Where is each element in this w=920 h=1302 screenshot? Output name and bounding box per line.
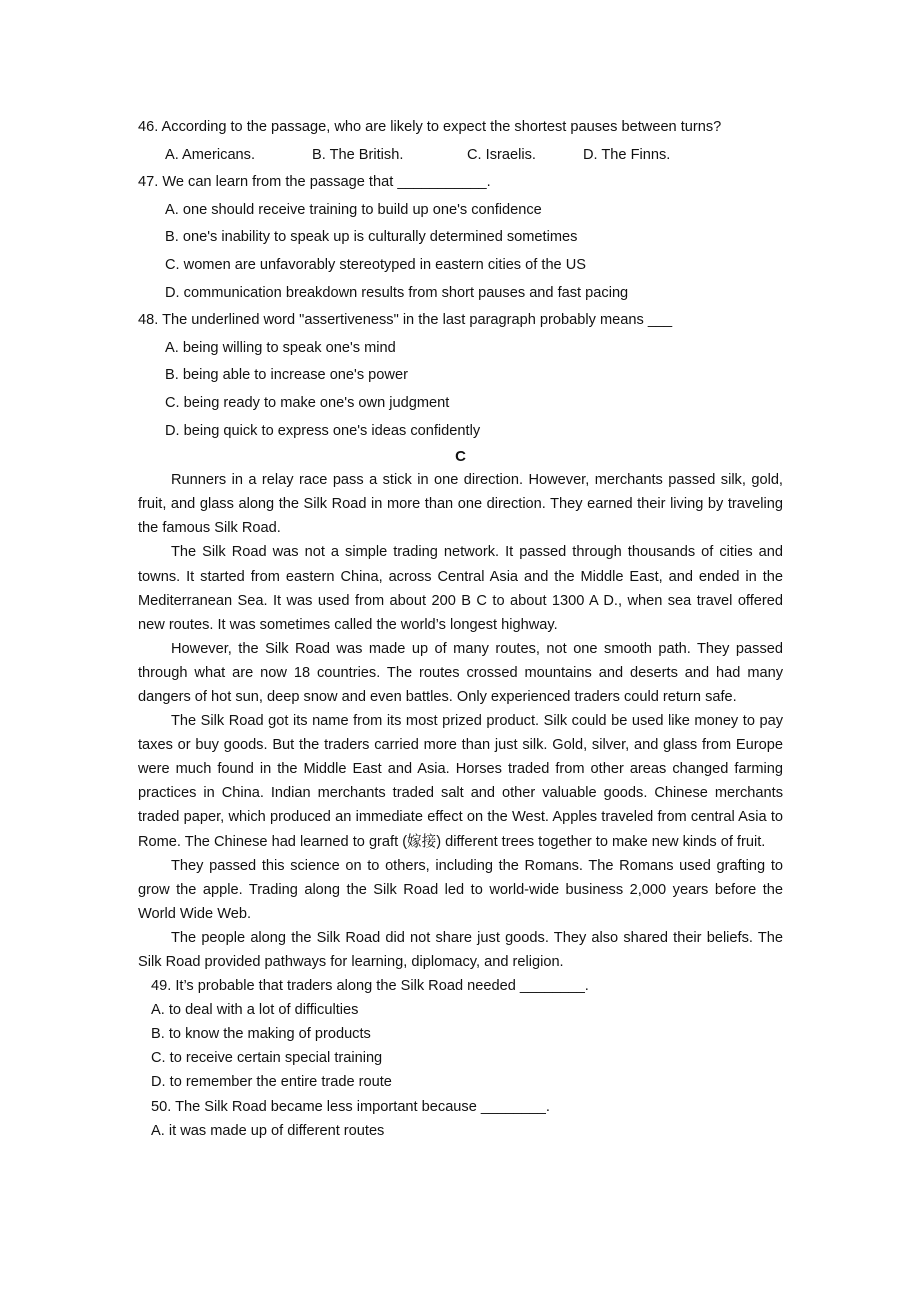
question-46-option-c: C. Israelis.: [467, 146, 536, 163]
question-47-prompt: 47. We can learn from the passage that ___________.: [138, 174, 491, 191]
question-47-option-a: A. one should receive training to build up one's confidence: [165, 201, 542, 218]
question-46-options-row: [138, 142, 783, 170]
question-46-option-d: D. The Finns.: [583, 146, 671, 163]
question-49-option-b: B. to know the making of products: [151, 1026, 371, 1043]
question-48-option-d: D. being quick to express one's ideas confidently: [165, 422, 481, 439]
question-49-option-d: D. to remember the entire trade route: [151, 1074, 392, 1091]
question-48-prompt: 48. The underlined word "assertiveness" in the last paragraph probably means ___: [138, 312, 673, 329]
question-48-option-b: B. being able to increase one's power: [165, 367, 408, 384]
question-47-option-c: C. women are unfavorably stereotyped in eastern cities of the US: [165, 256, 587, 273]
question-50-option-a: A. it was made up of different routes: [151, 1122, 385, 1139]
question-46-option-a: A. Americans.: [165, 146, 256, 163]
passage-paragraph-2: The Silk Road was not a simple trading network. It passed through thousands of cities and towns. It started from eastern China, across Central Asia and the Middle East, and ended in the Mediterranean Sea. It was used from about 200 B C to about 1300 A D., when sea travel offered new routes. It was sometimes called the world’s longest highway.: [138, 544, 783, 633]
question-46-option-b: B. The British.: [312, 146, 404, 163]
question-46-prompt: 46. According to the passage, who are likely to expect the shortest pauses between turns?: [138, 119, 722, 135]
silk-road-passage: [138, 468, 783, 974]
questions-49-50-block: [138, 974, 783, 1143]
question-47-option-d: D. communication breakdown results from short pauses and fast pacing: [165, 284, 629, 301]
question-50-prompt: 50. The Silk Road became less important because ________.: [151, 1098, 550, 1115]
passage-paragraph-5: They passed this science on to others, including the Romans. The Romans used grafting to grow the apple. Trading along the Silk Road led to world-wide business 2,000 years before the World Wide Web.: [138, 857, 783, 922]
passage-paragraph-4: The Silk Road got its name from its most prized product. Silk could be used like money to pay taxes or buy goods. But the traders carried more than just silk. Gold, silver, and glass from Europe were much found in the Middle East and Asia. Horses traded from other areas changed farming practices in China. Indian merchants traded salt and other valuable goods. Chinese merchants traded paper, which produced an immediate effect on the West. Apples traveled from central Asia to Rome. The Chinese had learned to graft (嫁接) different trees together to make new kinds of fruit.: [138, 713, 783, 850]
question-49-option-c: C. to receive certain special training: [151, 1050, 383, 1067]
question-49-option-a: A. to deal with a lot of difficulties: [151, 1002, 359, 1019]
passage-paragraph-1: Runners in a relay race pass a stick in one direction. However, merchants passed silk, gold, fruit, and glass along the Silk Road in more than one direction. They earned their living by traveling the famous Silk Road.: [138, 472, 783, 537]
questions-46-48-block: [138, 114, 783, 445]
question-49-prompt: 49. It’s probable that traders along the Silk Road needed ________.: [151, 978, 589, 995]
question-48-option-c: C. being ready to make one's own judgment: [165, 394, 450, 411]
question-48-option-a: A. being willing to speak one's mind: [165, 339, 396, 356]
page-content: [138, 114, 783, 1143]
passage-paragraph-6: The people along the Silk Road did not share just goods. They also shared their beliefs. The Silk Road provided pathways for learning, diplomacy, and religion.: [138, 929, 783, 970]
section-c-heading: C: [455, 448, 466, 466]
question-47-option-b: B. one's inability to speak up is culturally determined sometimes: [165, 229, 578, 246]
passage-paragraph-3: However, the Silk Road was made up of many routes, not one smooth path. They passed through what are now 18 countries. The routes crossed mountains and deserts and had many dangers of hot sun, deep snow and even battles. Only experienced traders could return safe.: [138, 640, 783, 705]
